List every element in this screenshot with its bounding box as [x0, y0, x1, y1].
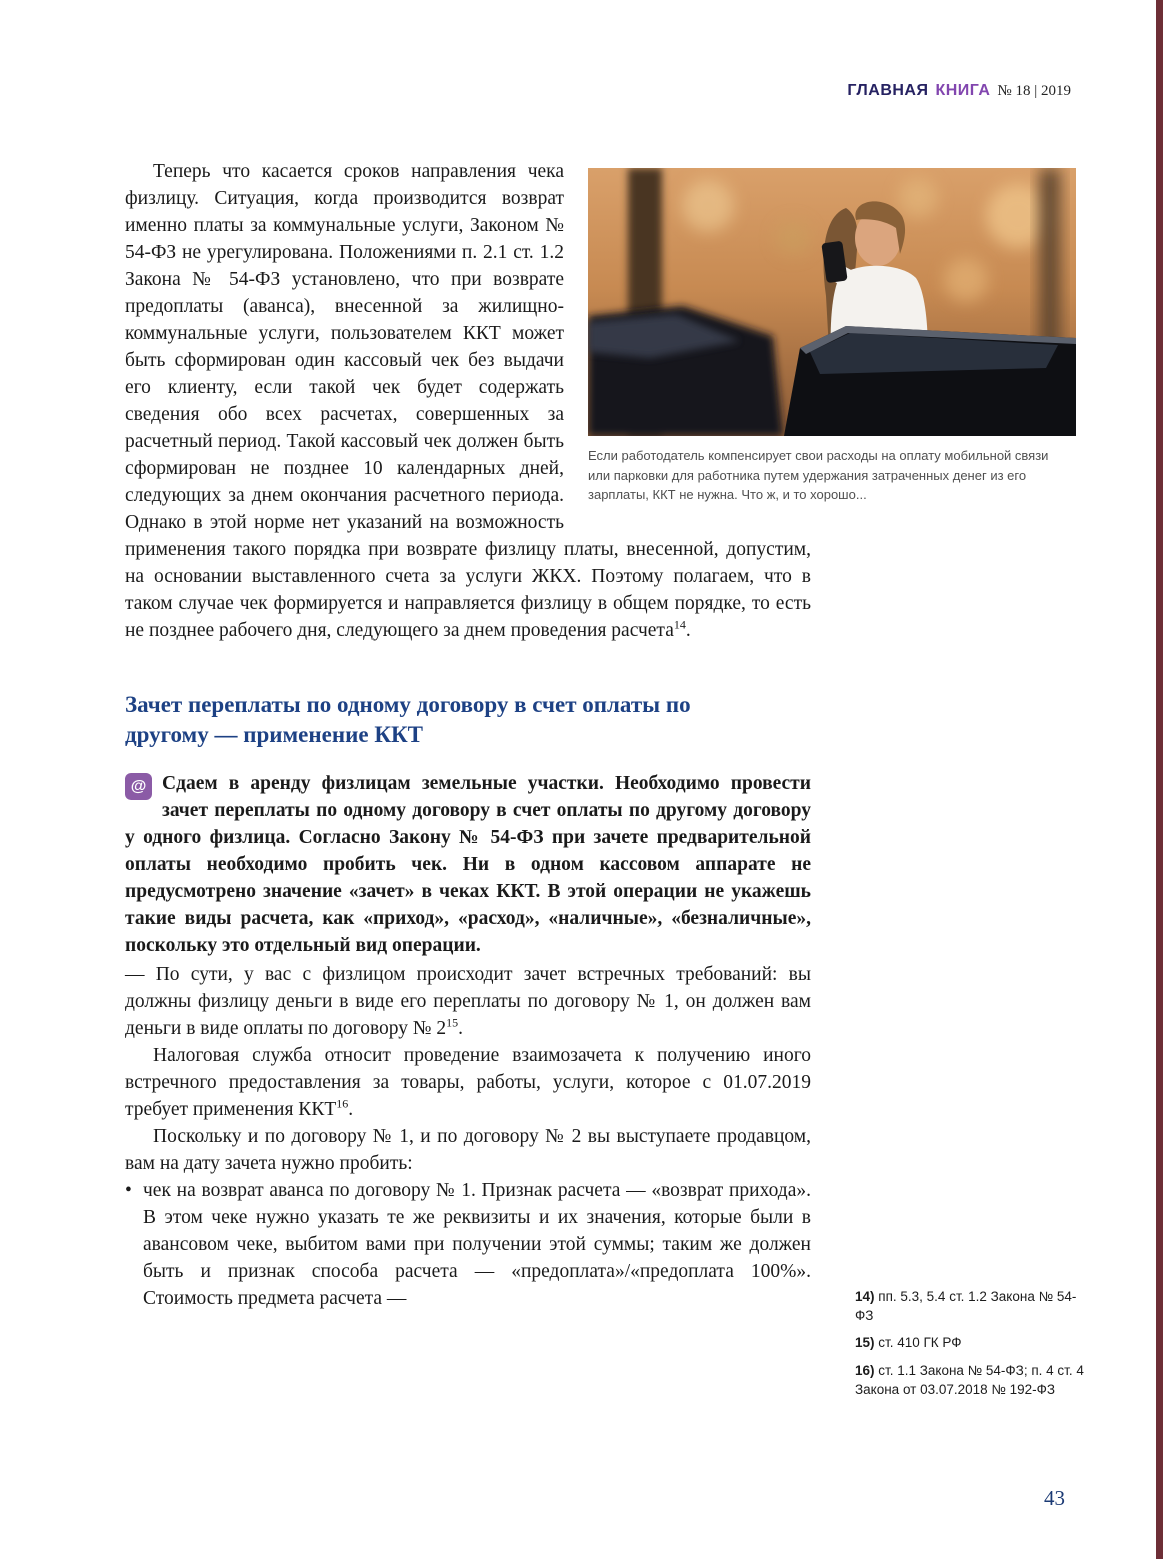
section-heading: Зачет переплаты по одному договору в счет оплаты по другому — применение ККТ: [125, 692, 691, 747]
answer2-text: Налоговая служба относит проведение взаимозачета к получению иного встречного предоставления за товары, работы, услуги, которое с 01.07.2019 требует применения ККТ: [125, 1044, 811, 1120]
page-header: [847, 82, 1071, 100]
question-block: [125, 770, 811, 959]
question-text: Сдаем в аренду физлицам земельные участки. Необходимо провести зачет переплаты по одному договору в счет оплаты по другому договору у одного физлица. Согласно Закону № 54-ФЗ при зачете предварительной оплаты необходимо пробить чек. Ни в одном кассовом аппарате не предусмотрено значение «зачет» в чеках ККТ. В этой операции не укажешь такие виды расчета, как «приход», «расход», «наличные», «безналичные», поскольку это отдельный вид операции.: [125, 772, 811, 956]
article-photo-figure: [588, 168, 1076, 505]
answer1-tail: .: [458, 1017, 463, 1039]
footnote-16-text: ст. 1.1 Закона № 54-ФЗ; п. 4 ст. 4 Закона от 03.07.2018 № 192-ФЗ: [855, 1362, 1084, 1397]
answer-paragraph-1: [125, 961, 811, 1042]
footnote-16-number: 16): [855, 1362, 875, 1378]
footnote-14: [855, 1288, 1087, 1325]
footnote-ref-16: 16: [336, 1096, 349, 1111]
answer-paragraph-3: Поскольку и по договору № 1, и по договору № 2 вы выступаете продавцом, вам на дату зачета нужно пробить:: [125, 1125, 811, 1174]
footnotes-sidebar: [855, 1288, 1087, 1408]
woman-with-phone-photo: [588, 168, 1076, 436]
answer1-text: — По сути, у вас с физлицом происходит зачет встречных требований: вы должны физлицу деньги в виде его переплаты по договору № 1, он должен вам деньги в виде оплаты по договору № 2: [125, 963, 811, 1039]
brand-primary: ГЛАВНАЯ: [847, 82, 929, 99]
at-icon: @: [125, 773, 152, 800]
footnote-16: [855, 1362, 1087, 1399]
intro-tail: .: [685, 620, 691, 641]
footnote-ref-15: 15: [446, 1015, 459, 1030]
page-edge-strip: [1156, 0, 1163, 1559]
answer2-tail: .: [348, 1098, 354, 1120]
footnote-14-text: пп. 5.3, 5.4 ст. 1.2 Закона № 54-ФЗ: [855, 1289, 1077, 1323]
page-number: 43: [1044, 1486, 1065, 1510]
photo-caption: Если работодатель компенсирует свои расходы на оплату мобильной связи или парковки для работника путем удержания затраченных денег из его зарплаты, ККТ не нужна. Что ж, и то хорошо...: [588, 448, 1049, 502]
footnote-15-number: 15): [855, 1335, 875, 1351]
footnote-15: [855, 1334, 1087, 1353]
footnote-15-text: ст. 410 ГК РФ: [878, 1335, 962, 1351]
footnote-ref-14: 14: [673, 617, 686, 632]
intro-text: Теперь что касается сроков направления чека физлицу. Ситуация, когда производится возврат именно платы за коммунальные услуги, Законом № 54-ФЗ не урегулирована. Положениями п. 2.1 ст. 1.2 Закона № 54-ФЗ установлено, что при возврате предоплаты (аванса), внесенной за жилищно-коммунальные услуги, пользователем ККТ может быть сформирован один кассовый чек без выдачи его клиенту, если такой чек будет содержать сведения обо всех расчетах, совершенных за расчетный период. Такой кассовый чек должен быть сформирован не позднее 10 календарных дней, следующих за днем окончания расчетного периода. Однако в этой норме нет указаний на возможность применения такого порядка при возврате физлицу платы, внесенной, допустим, на основании выставленного счета за услуги ЖКХ. Поэтому полагаем, что в таком случае чек формируется и направляется физлицу в общем порядке, то есть не позднее рабочего дня, следующего за днем проведения расчета: [125, 161, 811, 641]
footnote-14-number: 14): [855, 1289, 875, 1304]
bullet-item: • чек на возврат аванса по договору № 1. Признак расчета — «возврат прихода». В этом чеке нужно указать те же реквизиты и их значения, которые были в авансовом чеке, выбитом вами при получении этой суммы; таким же должен быть и признак способа расчета — «предоплата»/«предоплата 100%». Стоимость предмета расчета —: [125, 1177, 811, 1312]
issue-label: № 18 | 2019: [997, 83, 1071, 99]
answer-paragraph-2: [125, 1042, 811, 1123]
brand-secondary: КНИГА: [935, 82, 991, 99]
